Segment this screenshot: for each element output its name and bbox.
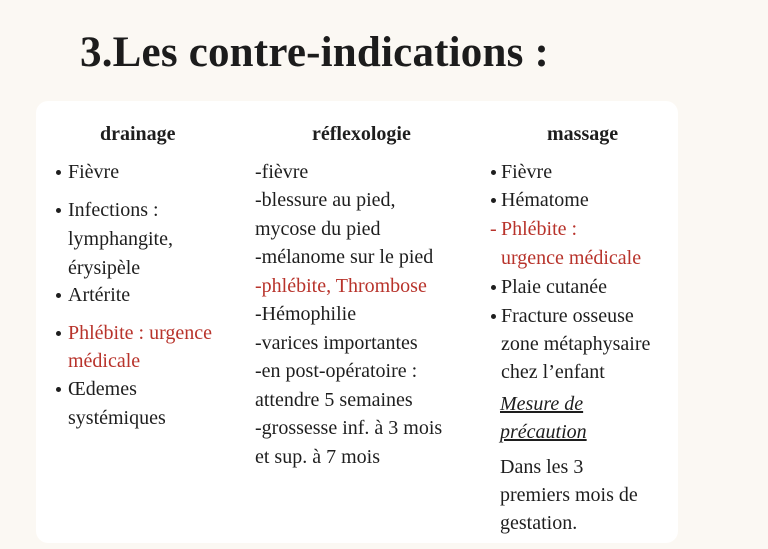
bullet-icon (56, 331, 61, 336)
bullet-icon (56, 170, 61, 175)
column-header-massage: massage (547, 123, 619, 145)
massage-item-fracture-cont: zone métaphysaire (501, 333, 651, 355)
massage-item-phlebite-cont: urgence médicale (501, 247, 642, 269)
drainage-item-oedemes: Œdemes (68, 378, 137, 400)
drainage-item-phlebite: Phlébite : urgence (68, 322, 213, 344)
precaution-text-cont: premiers mois de (500, 484, 638, 506)
bullet-icon (56, 293, 61, 298)
drainage-item-oedemes-cont: systémiques (68, 407, 166, 429)
bullet-icon (491, 170, 496, 175)
reflexologie-line: -fièvre (255, 161, 309, 183)
drainage-item-infections-cont: érysipèle (68, 257, 141, 279)
reflexologie-line: attendre 5 semaines (255, 389, 413, 411)
reflexologie-line: -grossesse inf. à 3 mois (255, 417, 443, 439)
bullet-icon (56, 387, 61, 392)
drainage-item-arterite: Artérite (68, 284, 131, 306)
bullet-icon (491, 314, 496, 319)
reflexologie-line: -blessure au pied, (255, 189, 396, 211)
massage-item-hematome: Hématome (501, 189, 589, 211)
column-header-drainage: drainage (100, 123, 176, 145)
reflexologie-line: -Hémophilie (255, 303, 357, 325)
massage-item-phlebite: Phlébite : (501, 218, 578, 240)
massage-item-plaie: Plaie cutanée (501, 276, 608, 298)
precaution-heading-cont: précaution (500, 421, 587, 443)
reflexologie-line: -mélanome sur le pied (255, 246, 434, 268)
bullet-icon (491, 285, 496, 290)
reflexologie-line: et sup. à 7 mois (255, 446, 380, 468)
precaution-text: Dans les 3 (500, 456, 584, 478)
massage-dash-marker: - (490, 218, 497, 240)
drainage-item-infections: Infections : (68, 199, 159, 221)
massage-item-fracture-cont: chez l’enfant (501, 361, 605, 383)
precaution-heading: Mesure de (500, 393, 584, 415)
reflexologie-line: -en post-opératoire : (255, 360, 418, 382)
page-title: 3.Les contre-indications : (80, 29, 550, 76)
column-header-reflexologie: réflexologie (312, 123, 411, 145)
reflexologie-line: -varices importantes (255, 332, 418, 354)
drainage-item-infections-cont: lymphangite, (68, 228, 173, 250)
drainage-item-fievre: Fièvre (68, 161, 120, 183)
reflexologie-line: mycose du pied (255, 218, 381, 240)
bullet-icon (56, 208, 61, 213)
precaution-text-cont: gestation. (500, 512, 578, 534)
massage-item-fievre: Fièvre (501, 161, 553, 183)
reflexologie-line-phlebite: -phlébite, Thrombose (255, 275, 427, 297)
massage-item-fracture: Fracture osseuse (501, 305, 634, 327)
bullet-icon (491, 198, 496, 203)
drainage-item-phlebite-cont: médicale (68, 350, 141, 372)
